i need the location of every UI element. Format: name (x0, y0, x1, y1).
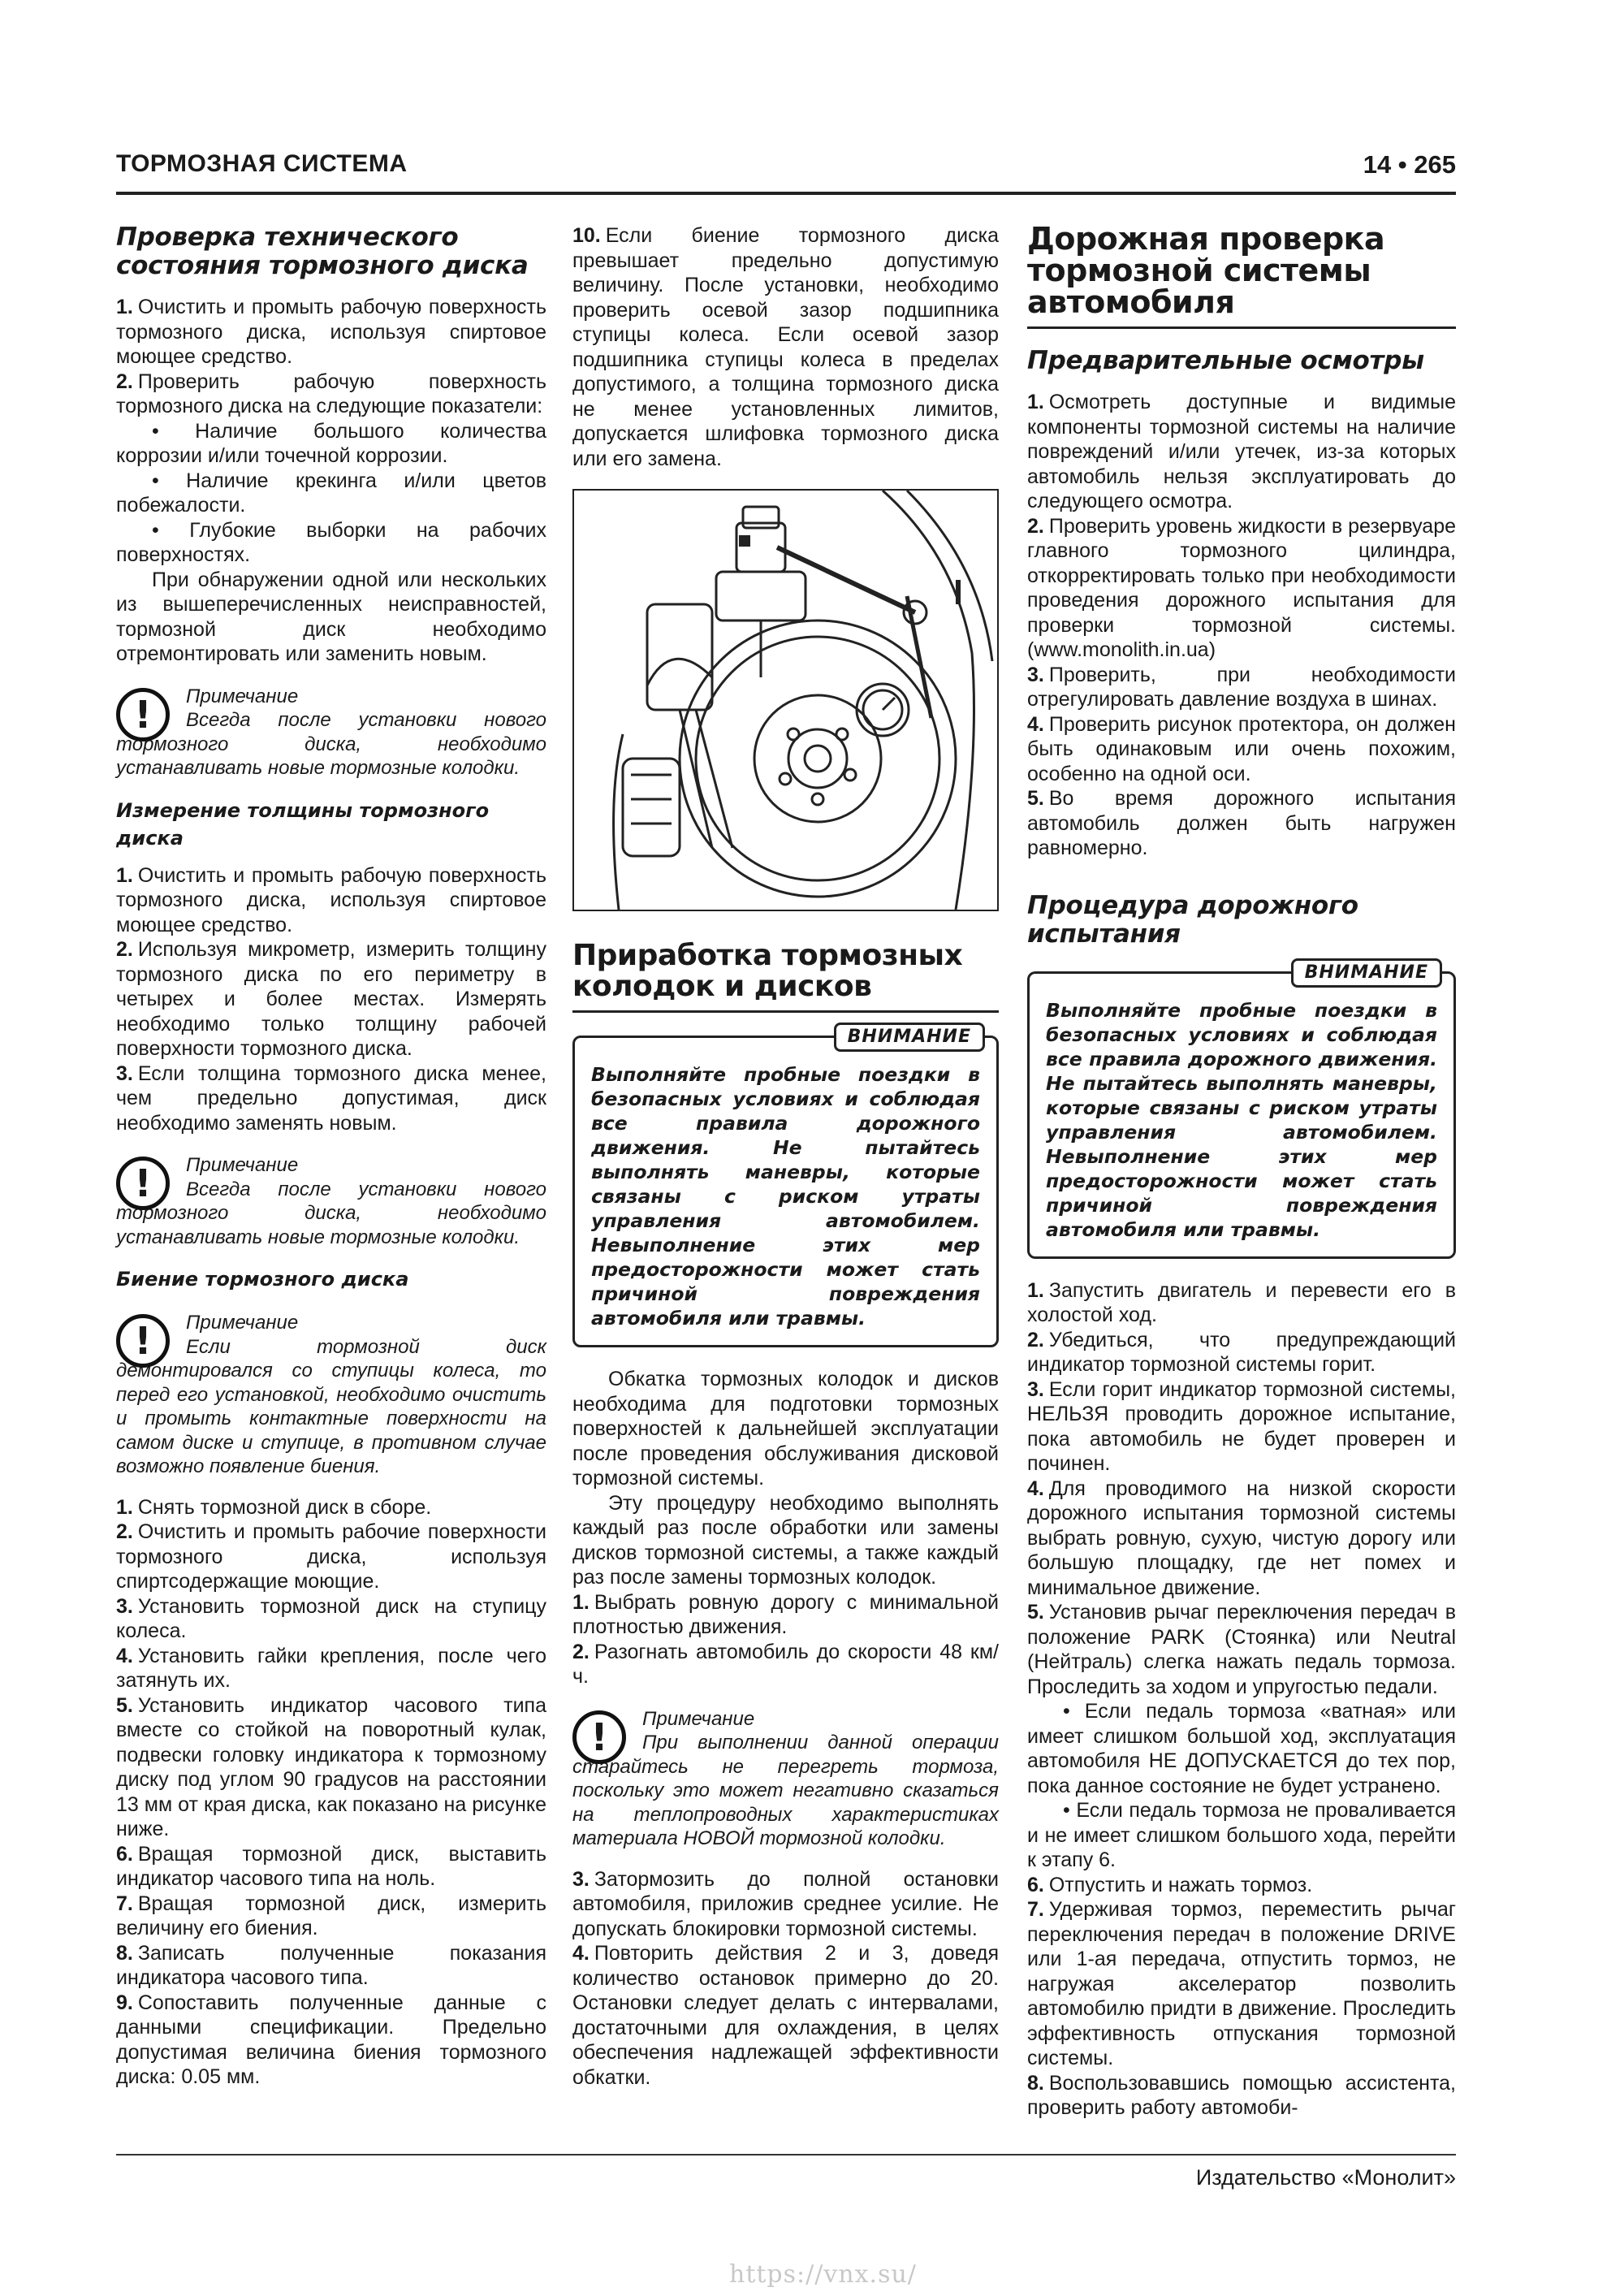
brake-disc-drawing (574, 491, 997, 910)
heading-bedding-in: Приработка тормозных колодок и дисков (572, 940, 999, 1013)
page-number: 14 • 265 (1363, 150, 1456, 179)
note-text: Если тормозной диск демонтировался со ступицы колеса, то перед его установкой, необходимо очистить и промыть контактные поверхности на самом диске и ступице, в противном случае возможно появление биения. (116, 1335, 546, 1477)
list-item: 4. Повторить действия 2 и 3, доведя количество остановок примерно до 20. Остановки следует делать с интервалами, достаточными для охлаждения, в целях обеспечения надлежащей эффективности обкатки. (572, 1942, 999, 2089)
list-item: 2. Используя микрометр, измерить толщину тормозного диска по его периметру в четырех и более местах. Измерять необходимо только толщину рабочей поверхности тормозного диска. (116, 938, 546, 1060)
bullet-item: • Наличие большого количества коррозии и/или точечной коррозии. (116, 419, 546, 467)
warning-text: Выполняйте пробные поездки в безопасных условиях и соблюдая все правила дорожного движения. Не пытайтесь выполнять маневры, которые связаны с риском утраты управления автомобилем. Невыполнение этих мер предосторожности может стать причиной повреждения автомобиля или травмы. (591, 1063, 980, 1330)
list-item: 6. Вращая тормозной диск, выставить индикатор часового типа на ноль. (116, 1842, 546, 1890)
column-middle (572, 223, 999, 2090)
list-item: 8. Записать полученные показания индикатора часового типа. (116, 1941, 546, 1989)
note-block (572, 1707, 999, 1851)
paragraph: Эту процедуру необходимо выполнять каждый раз после обработки или замены дисков тормозной системы, а также каждый раз после замены тормозных колодок. (572, 1491, 999, 1589)
warning-box (572, 1027, 999, 1347)
subheading-preliminary: Предварительные осмотры (1027, 346, 1424, 375)
list-item: 8. Воспользовавшись помощью ассистента, проверить работу автомоби- (1027, 2071, 1456, 2119)
list-item: 3. Если толщина тормозного диска менее, чем предельно допустимая, диск необходимо заменять новым. (116, 1062, 546, 1135)
list-item: 9. Сопоставить полученные данные с данными спецификации. Предельно допустимая величина биения тормозного диска: 0.05 мм. (116, 1991, 546, 2088)
list-item: 1. Снять тормозной диск в сборе. (116, 1495, 432, 1519)
warning-text: Выполняйте пробные поездки в безопасных условиях и соблюдая все правила дорожного движения. Не пытайтесь выполнять маневры, которые связаны с риском утраты управления автомобилем. Невыполнение этих мер предосторожности может стать причиной повреждения автомобиля или травмы. (1046, 998, 1437, 1241)
page-header (116, 150, 1456, 179)
warning-label: ВНИМАНИЕ (834, 1023, 985, 1052)
note-text: Всегда после установки нового тормозного диска, необходимо устанавливать новые тормозные колодки. (116, 1178, 546, 1248)
bullet-item: • Наличие крекинга и/или цветов побежалости. (116, 469, 546, 517)
list-item: 2. Проверить рабочую поверхность тормозного диска на следующие показатели: (116, 370, 546, 417)
list-item: 3. Установить тормозной диск на ступицу колеса. (116, 1594, 546, 1642)
list-item: 4. Проверить рисунок протектора, он должен быть одинаковым или очень похожим, особенно на одной оси. (1027, 712, 1456, 785)
note-heading: Примечание (642, 1707, 755, 1730)
list-item: 1. Очистить и промыть рабочую поверхность тормозного диска, используя спиртовое моющее средство. (116, 863, 546, 936)
warning-label: ВНИМАНИЕ (1291, 958, 1442, 988)
list-item: 1. Очистить и промыть рабочую поверхность тормозного диска, используя спиртовое моющее средство. (116, 296, 546, 368)
list-item: 3. Затормозить до полной остановки автомобиля, приложив среднее усилие. Не допускать блокировки тормозной системы. (572, 1867, 999, 1940)
heading-disc-condition: Проверка технического состояния тормозного диска (116, 223, 529, 280)
list-item: 2. Очистить и промыть рабочие поверхности тормозного диска, используя спиртсодержащие моющие. (116, 1520, 546, 1593)
list-item: 7. Удерживая тормоз, переместить рычаг переключения передач в положение DRIVE или 1-ая передача, отпустить тормоз, не нагружая акселератор позволить автомобилю придти в движение. Проследить эффективность отпускания тормозной системы. (1027, 1898, 1456, 2069)
paragraph: Обкатка тормозных колодок и дисков необходима для подготовки тормозных поверхностей к дальнейшей эксплуатации после проведения обслуживания дисковой тормозной системы. (572, 1368, 999, 1490)
list-item: 2. Убедиться, что предупреждающий индикатор тормозной системы горит. (1027, 1328, 1456, 1376)
note-block (116, 1311, 546, 1479)
header-divider (116, 192, 1456, 195)
list-item: 5. Установив рычаг переключения передач в положение PARK (Стоянка) или Neutral (Нейтраль) слегка нажать педаль тормоза. Проследить за ходом и упругостью педали. (1027, 1601, 1456, 1698)
note-heading: Примечание (186, 1312, 299, 1334)
list-item: 3. Проверить, при необходимости отрегулировать давление воздуха в шинах. (1027, 663, 1456, 711)
list-item: 5. Установить индикатор часового типа вместе со стойкой на поворотный кулак, подвески головку индикатора к тормозному диску под углом 90 градусов на расстоянии 13 мм от края диска, как показано на рисунке ниже. (116, 1693, 546, 1840)
list-item: 4. Для проводимого на низкой скорости дорожного испытания тормозной системы выбрать ровную, сухую, чистую дорогу или большую площадку, где нет помех и минимальное движение. (1027, 1477, 1456, 1599)
column-left (116, 223, 546, 2090)
bullet-item: • Если педаль тормоза не проваливается и не имеет слишком большого хода, перейти к этапу 6. (1027, 1799, 1456, 1871)
note-block (116, 685, 546, 780)
exclamation-icon: ! (116, 688, 170, 742)
list-item: 2. Проверить уровень жидкости в резервуаре главного тормозного цилиндра, откорректировать только при необходимости проведения дорожного испытания для проверки тормозной системы. (www.monolith.in.ua) (1027, 514, 1456, 661)
list-item: 6. Отпустить и нажать тормоз. (1027, 1873, 1313, 1896)
note-heading: Примечание (186, 685, 299, 707)
list-item: 7. Вращая тормозной диск, измерить величину его биения. (116, 1892, 546, 1939)
list-item: 10. Если биение тормозного диска превышает предельно допустимую величину. После установки, необходимо проверить осевой зазор подшипника ступицы колеса. Если осевой зазор подшипника ступицы колеса в пределах допустимого, а толщина тормозного диска не менее установленных лимитов, допускается шлифовка тормозного диска или его замена. (572, 224, 999, 470)
heading-road-test: Дорожная проверка тормозной системы автомобиля (1027, 223, 1456, 329)
list-item: 1. Запустить двигатель и перевести его в холостой ход. (1027, 1278, 1456, 1326)
subheading-road-test-procedure: Процедура дорожного испытания (1027, 890, 1358, 949)
list-item: 4. Установить гайки крепления, после чего затянуть их. (116, 1644, 546, 1692)
note-text: При выполнении данной операции старайтесь не перегреть тормоза, поскольку это может негативно сказаться на теплопроводных характеристиках материала НОВОЙ тормозной колодки. (572, 1732, 999, 1849)
note-text: Всегда после установки нового тормозного диска, необходимо устанавливать новые тормозные колодки. (116, 709, 546, 779)
subheading-runout: Биение тормозного диска (116, 1268, 409, 1291)
dial-indicator-illustration (572, 489, 999, 911)
column-right (1027, 223, 1456, 2121)
watermark-url: https://vnx.su/ (729, 2260, 917, 2289)
footer-divider (116, 2154, 1456, 2155)
subheading-thickness: Измерение толщины тормозного диска (116, 798, 490, 850)
section-title: ТОРМОЗНАЯ СИСТЕМА (116, 150, 408, 177)
list-item: 5. Во время дорожного испытания автомобиль должен быть нагружен равномерно. (1027, 787, 1456, 859)
bullet-item: • Если педаль тормоза «ватная» или имеет слишком большой ход, эксплуатация автомобиля НЕ ДОПУСКАЕТСЯ до тех пор, пока данное состояние не будет устранено. (1027, 1700, 1456, 1797)
paragraph: При обнаружении одной или нескольких из вышеперечисленных неисправностей, тормозной диск необходимо отремонтировать или заменить новым. (116, 568, 546, 665)
note-heading: Примечание (186, 1154, 299, 1176)
note-block (116, 1153, 546, 1249)
list-item: 2. Разогнать автомобиль до скорости 48 км/ч. (572, 1640, 999, 1688)
list-item: 1. Осмотреть доступные и видимые компоненты тормозной системы на наличие повреждений и/или утечек, из-за которых автомобиль нельзя эксплуатировать до следующего осмотра. (1027, 391, 1456, 512)
publisher-name: Издательство «Монолит» (1195, 2165, 1456, 2190)
exclamation-icon: ! (116, 1157, 170, 1210)
bullet-item: • Глубокие выборки на рабочих поверхностях. (116, 518, 546, 566)
list-item: 1. Выбрать ровную дорогу с минимальной плотностью движения. (572, 1590, 999, 1638)
warning-box (1027, 962, 1456, 1259)
exclamation-icon: ! (116, 1314, 170, 1368)
exclamation-icon: ! (572, 1710, 626, 1764)
list-item: 3. Если горит индикатор тормозной системы, НЕЛЬЗЯ проводить дорожное испытание, пока автомобиль не будет проверен и починен. (1027, 1377, 1456, 1475)
